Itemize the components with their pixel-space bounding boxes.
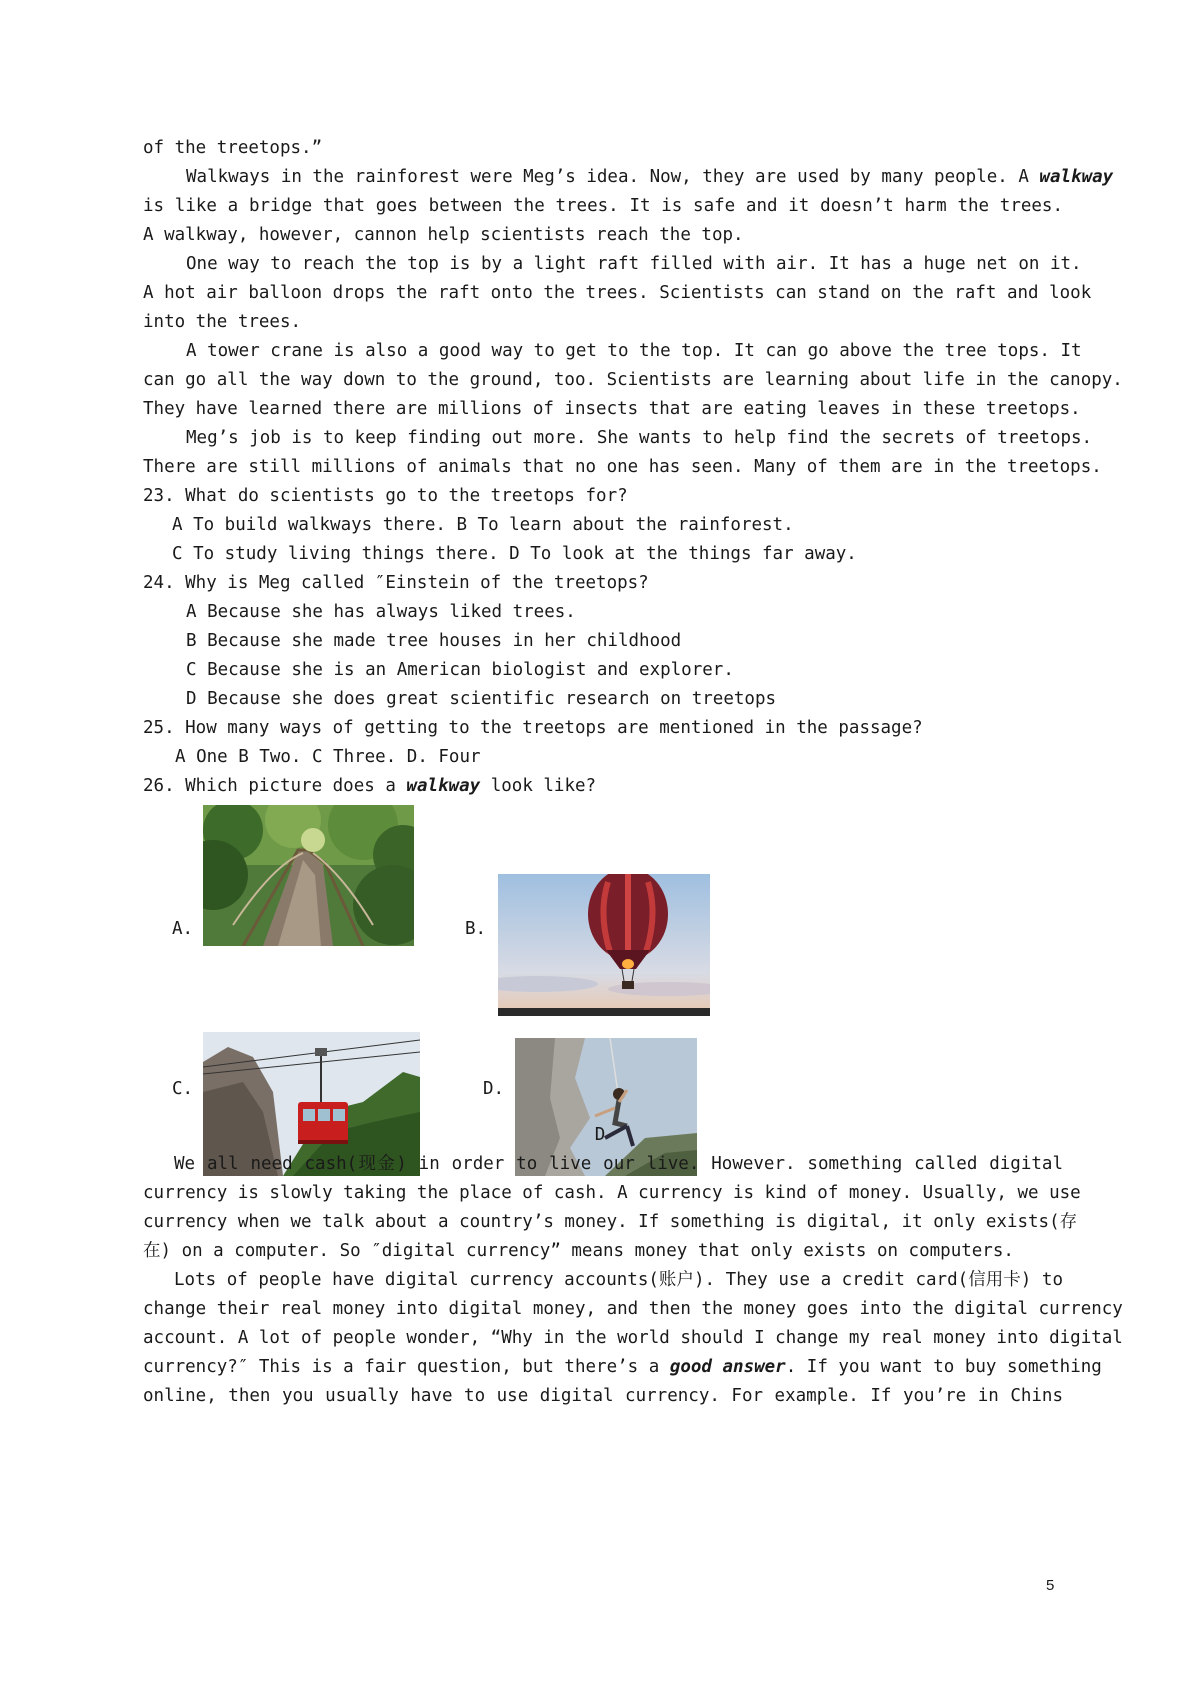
passage-line: Meg’s job is to keep finding out more. She wants to help find the secrets of treetops.	[186, 428, 1093, 448]
section-heading: D	[594, 1125, 606, 1145]
picture-label-c: C.	[172, 1079, 194, 1099]
question-25-stem: 25. How many ways of getting to the treetops are mentioned in the passage?	[143, 718, 923, 738]
passage-line: One way to reach the top is by a light raft filled with air. It has a huge net on it.	[186, 254, 1082, 274]
passage-line: A hot air balloon drops the raft onto the trees. Scientists can stand on the raft and look	[143, 283, 1092, 303]
passage-line: into the trees.	[143, 312, 302, 332]
passage-line: There are still millions of animals that no one has seen. Many of them are in the treetops.	[143, 457, 1102, 477]
walkway-emphasis: walkway	[1039, 167, 1114, 187]
passage-line: online, then you usually have to use digital currency. For example. If you’re in Chins	[143, 1386, 1063, 1406]
passage-line: Walkways in the rainforest were Meg’s idea. Now, they are used by many people. A walkway	[186, 167, 1114, 187]
passage-line: Lots of people have digital currency accounts(账户). They use a credit card(信用卡) to	[174, 1270, 1063, 1290]
picture-label-a: A.	[172, 919, 194, 939]
question-23-options-ab: A To build walkways there. B To learn about the rainforest.	[172, 515, 794, 535]
question-23-stem: 23. What do scientists go to the treetops for?	[143, 486, 628, 506]
walkway-emphasis: walkway	[406, 776, 481, 796]
good-answer-emphasis: good answer	[669, 1357, 786, 1377]
question-25-options: A One B Two. C Three. D. Four	[175, 747, 481, 767]
passage-line: currency when we talk about a country’s money. If something is digital, it only exists(存	[143, 1212, 1078, 1232]
page-number: 5	[1046, 1577, 1055, 1594]
question-23-options-cd: C To study living things there. D To look at the things far away.	[172, 544, 857, 564]
walkway-picture	[203, 805, 414, 946]
passage-line: A tower crane is also a good way to get to the top. It can go above the tree tops. It	[186, 341, 1082, 361]
question-26-stem: 26. Which picture does a walkway look like?	[143, 776, 597, 796]
passage-line: change their real money into digital money, and then the money goes into the digital currency	[143, 1299, 1123, 1319]
passage-line: They have learned there are millions of insects that are eating leaves in these treetops.	[143, 399, 1081, 419]
question-24-option-b: B Because she made tree houses in her childhood	[186, 631, 682, 651]
passage-line: 在) on a computer. So ″digital currency” means money that only exists on computers.	[143, 1241, 1014, 1261]
passage-line: currency?″ This is a fair question, but there’s a good answer. If you want to buy something	[143, 1357, 1102, 1377]
question-24-option-c: C Because she is an American biologist and explorer.	[186, 660, 734, 680]
question-24-stem: 24. Why is Meg called ″Einstein of the treetops?	[143, 573, 649, 593]
passage-line: currency is slowly taking the place of cash. A currency is kind of money. Usually, we use	[143, 1183, 1081, 1203]
picture-label-b: B.	[465, 919, 487, 939]
picture-label-d: D.	[483, 1079, 505, 1099]
question-24-option-a: A Because she has always liked trees.	[186, 602, 576, 622]
passage-line: A walkway, however, cannon help scientists reach the top.	[143, 225, 744, 245]
passage-line: of the treetops.”	[143, 138, 323, 158]
passage-line: We all need cash(现金) in order to live our live. However. something called digital	[174, 1154, 1063, 1174]
hot-air-balloon-picture	[498, 874, 710, 1016]
passage-line: can go all the way down to the ground, too. Scientists are learning about life in the canopy.	[143, 370, 1123, 390]
question-24-option-d: D Because she does great scientific research on treetops	[186, 689, 777, 709]
passage-line: is like a bridge that goes between the trees. It is safe and it doesn’t harm the trees.	[143, 196, 1063, 216]
passage-line: account. A lot of people wonder, “Why in the world should I change my real money into digital	[143, 1328, 1123, 1348]
